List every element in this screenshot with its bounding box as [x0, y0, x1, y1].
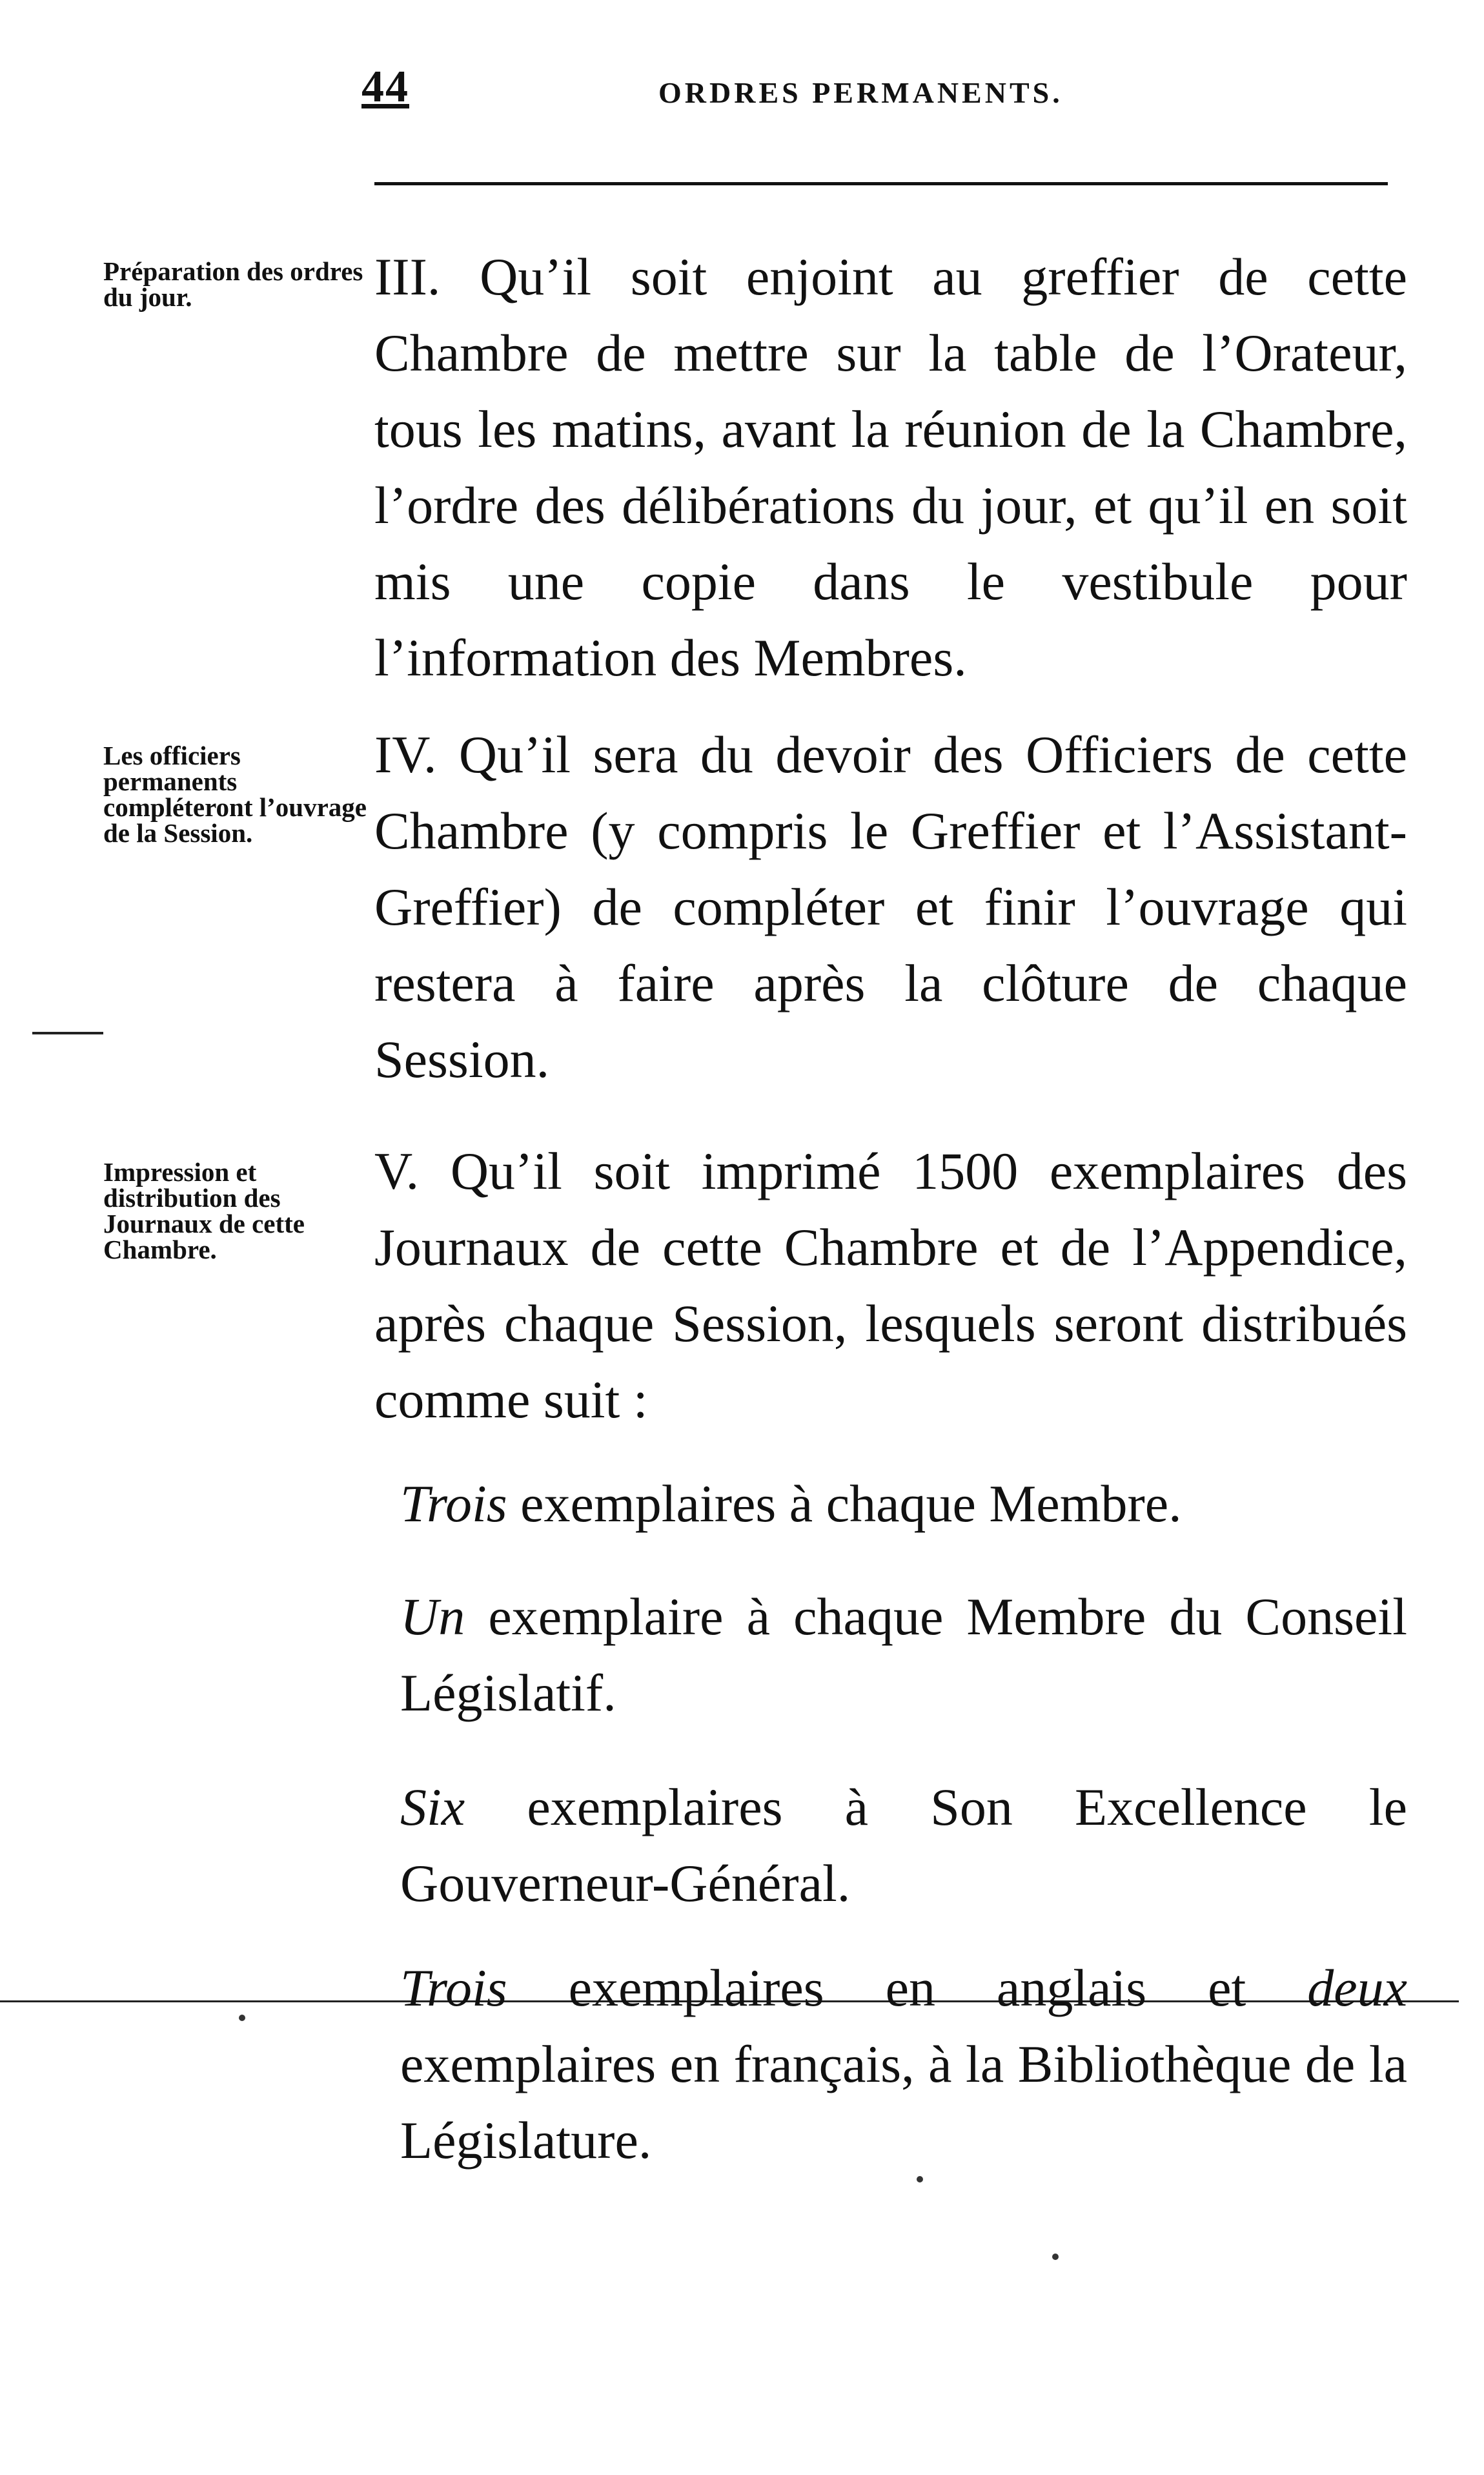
article-4-text: Qu’il sera du devoir des Officiers de cette Chambre (y compris le Greffier et l’Assistant-Greffier) de compléter et finir l’ouvrage qui restera à faire après la clôture de chaque Session.: [374, 725, 1407, 1089]
distribution-item-4: [400, 1950, 1407, 2179]
distribution-item-2-text: exemplaire à chaque Membre du Conseil Législatif.: [400, 1587, 1407, 1722]
page-header: [0, 61, 1484, 119]
header-rule: [374, 182, 1388, 185]
distribution-item-3: [400, 1769, 1407, 1922]
margin-note-article-3: Préparation des ordres du jour.: [103, 256, 363, 312]
margin-dash: [32, 1032, 103, 1034]
margin-note-article-4: Les officiers permanents compléteront l’ouvrage de la Session.: [103, 741, 367, 848]
article-4: [374, 717, 1407, 1098]
distribution-item-4-text-2: exemplaires en français, à la Bibliothèque de la Législature.: [400, 2035, 1407, 2170]
distribution-item-4-emphasis-2: deux: [1307, 1958, 1407, 2017]
distribution-item-3-text: exemplaires à Son Excellence le Gouverneur-Général.: [400, 1778, 1407, 1913]
article-5: [374, 1133, 1407, 1438]
running-title: ORDRES PERMANENTS.: [658, 76, 1063, 109]
distribution-item-4-text: exemplaires en anglais et: [507, 1958, 1308, 2017]
distribution-item-2: [400, 1579, 1407, 1731]
margin-note-article-5: Impression et distribution des Journaux de cette Chambre.: [103, 1157, 305, 1264]
distribution-item-1: [400, 1466, 1407, 1542]
article-5-text: Qu’il soit imprimé 1500 exemplaires des Journaux de cette Chambre et de l’Appendice, après chaque Session, lesquels seront distribués comme suit :: [374, 1142, 1407, 1429]
ink-speck: [239, 2015, 245, 2021]
ink-speck: [1052, 2254, 1059, 2260]
distribution-item-4-emphasis: Trois: [400, 1958, 507, 2017]
article-3: [374, 239, 1407, 696]
distribution-item-2-emphasis: Un: [400, 1587, 465, 1646]
article-3-text: Qu’il soit enjoint au greffier de cette Chambre de mettre sur la table de l’Orateur, tous les matins, avant la réunion de la Chambre, l’ordre des délibérations du jour, et qu’il en soit mis une copie dans le vestibule pour l’information des Membres.: [374, 247, 1408, 687]
article-4-numeral: IV.: [374, 725, 437, 784]
distribution-item-3-emphasis: Six: [400, 1778, 465, 1836]
ink-speck: [917, 2176, 923, 2182]
article-3-numeral: III.: [374, 247, 441, 306]
distribution-item-1-text: exemplaires à chaque Membre.: [507, 1474, 1182, 1533]
distribution-item-1-emphasis: Trois: [400, 1474, 507, 1533]
article-5-numeral: V.: [374, 1142, 420, 1200]
page-number: 44: [361, 62, 409, 112]
